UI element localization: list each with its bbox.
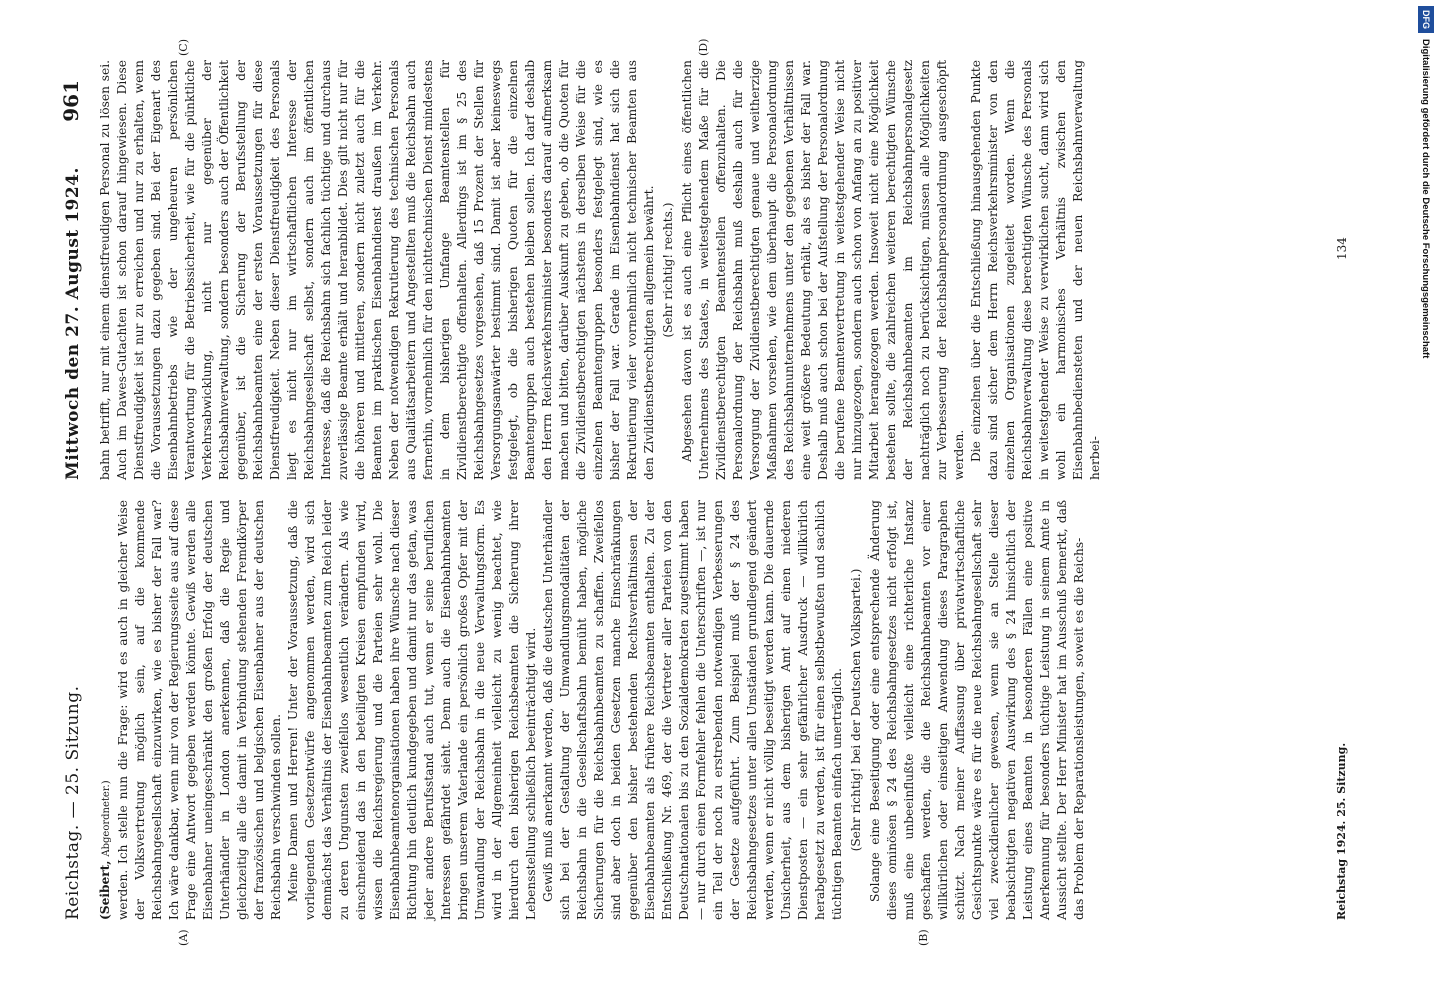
header-left: Reichstag. — 25. Sitzung. bbox=[63, 685, 83, 920]
dfg-sidebar bbox=[1418, 6, 1434, 996]
margin-letter-a: (A) bbox=[177, 929, 190, 946]
paragraph: Abgesehen davon ist es auch eine Pflicht eines öffentlichen Unternehmens des Staates, in weitestgehendem Maße für die Zivildienstberechtigten Beamtenstellen offenzuhalten. Die Personalordnung der Reichsbahn muß deshalb auch für die Versorgung der Zivildienstberechtigten genaue und weitherzige Maßnahmen vorsehen, wie dem überhaupt die Personalordnung des Reichsbahnunternehmens unter den gegebenen Verhältnissen eine weit größere Bedeutung erhält, als es bisher der Fall war. Deshalb muß auch schon bei der Aufstellung der Personalordnung die berufene Beamtenvertretung in weitestgehender Weise nicht nur hinzugezogen, sondern auch schon von Anfang an zu positiver Mitarbeit herangezogen werden. Insoweit nicht eine Möglichkeit bestehen sollte, die zahlreichen weiteren berechtigten Wünsche der Reichsbahnbeamten im Reichsbahnpersonalgesetz nachträglich noch zu berücksichtigen, müssen alle Möglichkeiten zur Verbesserung der Reichsbahnpersonalordnung ausgeschöpft werden. bbox=[680, 60, 966, 480]
header-date: Mittwoch den 27. August 1924. bbox=[63, 167, 83, 480]
speaker-name: (Seibert, bbox=[98, 860, 112, 920]
paragraph: bahn betrifft, nur mit einem dienstfreudigen Personal zu lösen sei. Auch im Dawes-Gutachten ist schon darauf hingewiesen. Diese Dienstfreudigkeit ist nur zu erreichen und nur zu erhalten, wenn die Voraussetzungen dazu gegeben sind. Bei der Eigenart des Eisenbahnbetriebs wie der ungeheuren persönlichen Verantwortung für die Betriebssicherheit, wie für die pünktliche Verkehrsabwicklung, nicht nur gegenüber der Reichsbahnverwaltung, sondern besonders auch der Öffentlichkeit gegenüber, ist die Sicherung der Berufsstellung der Reichsbahnbeamten eine der ersten Voraussetzungen für diese Dienstfreudigkeit. Neben dieser Dienstfreudigkeit des Personals liegt es nicht nur im wirtschaftlichen Interesse der Reichsbahngesellschaft selbst, sondern auch im öffentlichen Interesse, daß die Reichsbahn sich fachlich tüchtige und durchaus zuverlässige Beamte erhält und heranbildet. Dies gilt nicht nur für die höheren und mittleren, sondern nicht zuletzt auch für die Beamten im praktischen Eisenbahndienst draußen im Verkehr. Neben der notwendigen Rekrutierung des technischen Personals aus Qualitätsarbeitern und Angestellten muß die Reichsbahn auch fernerhin, vornehmlich für den nichttechnischen Dienst mindestens in dem bisherigen Umfange Beamtenstellen für Zivildienstberechtigte offenhalten. Allerdings ist im § 25 des Reichsbahngesetzes vorgesehen, daß 15 Prozent der Stellen für Versorgungsanwärter bestimmt sind. Damit ist aber keineswegs festgelegt, ob die bisherigen Quoten für die einzelnen Beamtengruppen auch bestehen bleiben sollen. Ich darf deshalb den Herrn Reichsverkehrsminister besonders darauf aufmerksam machen und bitten, darüber Auskunft zu geben, ob die Quoten für die Zivildienstberechtigten nächstens in derselben Weise für die einzelnen Beamtengruppen besonders festgelegt sind, wie es bisher der Fall war. Gerade im Eisenbahndienst hat sich die Rekrutierung vieler vornehmlich nicht technischer Beamten aus den Zivildienstberechtigten allgemein bewährt. bbox=[98, 60, 656, 480]
margin-letter-b: (B) bbox=[917, 929, 930, 946]
paragraph: werden. Ich stelle nun die Frage: wird es auch in gleicher Weise der Volksvertretung möglich sein, auf die kommende Reichsbahngesellschaft einzuwirken, wie es bisher der Fall war? Ich wäre dankbar, wenn mir von der Regierungsseite aus auf diese Frage eine Antwort gegeben werden könnte. Gewiß werden alle Eisenbahner uneingeschränkt den großen Erfolg der deutschen Unterhändler in London anerkennen, daß die Regie und gleichzeitig alle die damit in Verbindung stehenden Fremdkörper der französischen und belgischen Eisenbahner aus der deutschen Reichsbahn verschwinden sollen. bbox=[116, 500, 283, 920]
speaker-line bbox=[97, 500, 115, 920]
dfg-credit bbox=[1418, 6, 1434, 996]
dfg-logo-icon: DFG bbox=[1418, 6, 1434, 33]
footer-sheet-number: 134 bbox=[1335, 237, 1349, 260]
left-column bbox=[97, 500, 1088, 920]
rotated-page bbox=[57, 38, 1377, 950]
page-header bbox=[57, 70, 87, 930]
interjection: (Sehr richtig! bei der Deutschen Volkspartei.) bbox=[849, 568, 863, 852]
page-number: 961 bbox=[59, 80, 83, 122]
paragraph: Solange eine Beseitigung oder eine entsprechende Änderung dieses ominösen § 24 des Reichsbahngesetzes nicht erfolgt ist, muß eine unbeeinflußte vielleicht eine richterliche Instanz geschaffen werden, die die Reichsbahnbeamten vor einer willkürlichen oder einseitigen Anwendung dieses Paragraphen schützt. Nach meiner Auffassung über privatwirtschaftliche Gesichtspunkte wäre es für die neue Reichsbahngesellschaft sehr viel zweckdienlicher gewesen, wenn sie an Stelle dieser beabsichtigten negativen Auswirkung des § 24 hinsichtlich der Leistung eines Beamten in besonderen Fällen eine positive Anerkennung für besonders tüchtige Leistung in seinem Amte in Aussicht stellte. Der Herr Minister hat im Ausschuß bemerkt, daß das Problem der Reparationsleistungen, soweit es die Reichs- bbox=[868, 500, 1086, 920]
dfg-credit-text: Digitalisierung gefördert durch die Deutsche Forschungsgemeinschaft bbox=[1420, 39, 1431, 359]
paragraph: Die einzelnen über die Entschließung hinausgehenden Punkte dazu sind sicher dem Herrn Reichsverkehrsminister von den einzelnen Organisationen zugeleitet worden. Wenn die Reichsbahnverwaltung diese berechtigten Wünsche des Personals in weitestgehender Weise zu verwirklichen sucht, dann wird sich wohl ein harmonisches Verhältnis zwischen den Eisenbahnbediensteten und der neuen Reichsbahnverwaltung herbei- bbox=[969, 60, 1102, 480]
speaker-role: Abgeordneter.) bbox=[101, 780, 112, 857]
paragraph: Gewiß muß anerkannt werden, daß die deutschen Unterhändler sich bei der Gestaltung der Umwandlungsmodalitäten der Reichsbahn in die Gesellschaftsbahn bemüht haben, mögliche Sicherungen für die Reichsbahnbeamten zu schaffen. Zweifellos sind aber doch in beiden Gesetzen manche Einschränkungen gegenüber den bisher bestehenden Rechtsverhältnissen der Eisenbahnbeamten als frühere Reichsbeamten enthalten. Zu der Entschließung Nr. 469, der die Vertreter aller Parteien von den Deutschnationalen bis zu den Sozialdemokraten zugestimmt haben — nur durch einen Formfehler fehlen die Unterschriften —, ist nur ein Teil der noch zu erstrebenden notwendigen Verbesserungen der Gesetze aufgeführt. Zum Beispiel muß der § 24 des Reichsbahngesetzes unter allen Umständen grundlegend geändert werden, wenn er nicht völlig beseitigt werden kann. Die dauernde Unsicherheit, aus dem bisherigen Amt auf einen niederen Dienstposten — ein sehr gefährlicher Ausdruck — willkürlich herabgesetzt zu werden, ist für einen selbstbewußten und sachlich tüchtigen Beamten einfach unerträglich. bbox=[541, 500, 844, 920]
interjection: (Sehr richtig! rechts.) bbox=[661, 202, 675, 338]
paragraph: Meine Damen und Herren! Unter der Voraussetzung, daß die vorliegenden Gesetzentwürfe angenommen werden, wird sich demnächst das Verhältnis der Eisenbahnbeamten zum Reich leider zu deren Ungunsten zweifellos wesentlich verändern. Als wie einschneidend das in den beteiligten Kreisen empfunden wird, wissen die Reichsregierung und die Parteien sehr wohl. Die Eisenbahnbeamtenorganisationen haben ihre Wünsche nach dieser Richtung hin deutlich kundgegeben und damit nur das getan, was jeder andere Berufsstand auch tut, wenn er seine beruflichen Interessen gefährdet sieht. Denn auch die Eisenbahnbeamten bringen unserem Vaterlande ein persönlich großes Opfer mit der Umwandlung der Reichsbahn in die neue Verwaltungsform. Es wird in der Allgemeinheit vielleicht zu wenig beachtet, wie hierdurch den bisherigen Reichsbeamten die Sicherung ihrer Lebensstellung schließlich beeinträchtigt wird. bbox=[286, 500, 538, 920]
margin-letter-c: (C) bbox=[177, 39, 190, 56]
footer-left: Reichstag 1924. 25. Sitzung. bbox=[1335, 742, 1348, 920]
margin-letter-d: (D) bbox=[697, 38, 710, 56]
right-column bbox=[97, 60, 1104, 480]
